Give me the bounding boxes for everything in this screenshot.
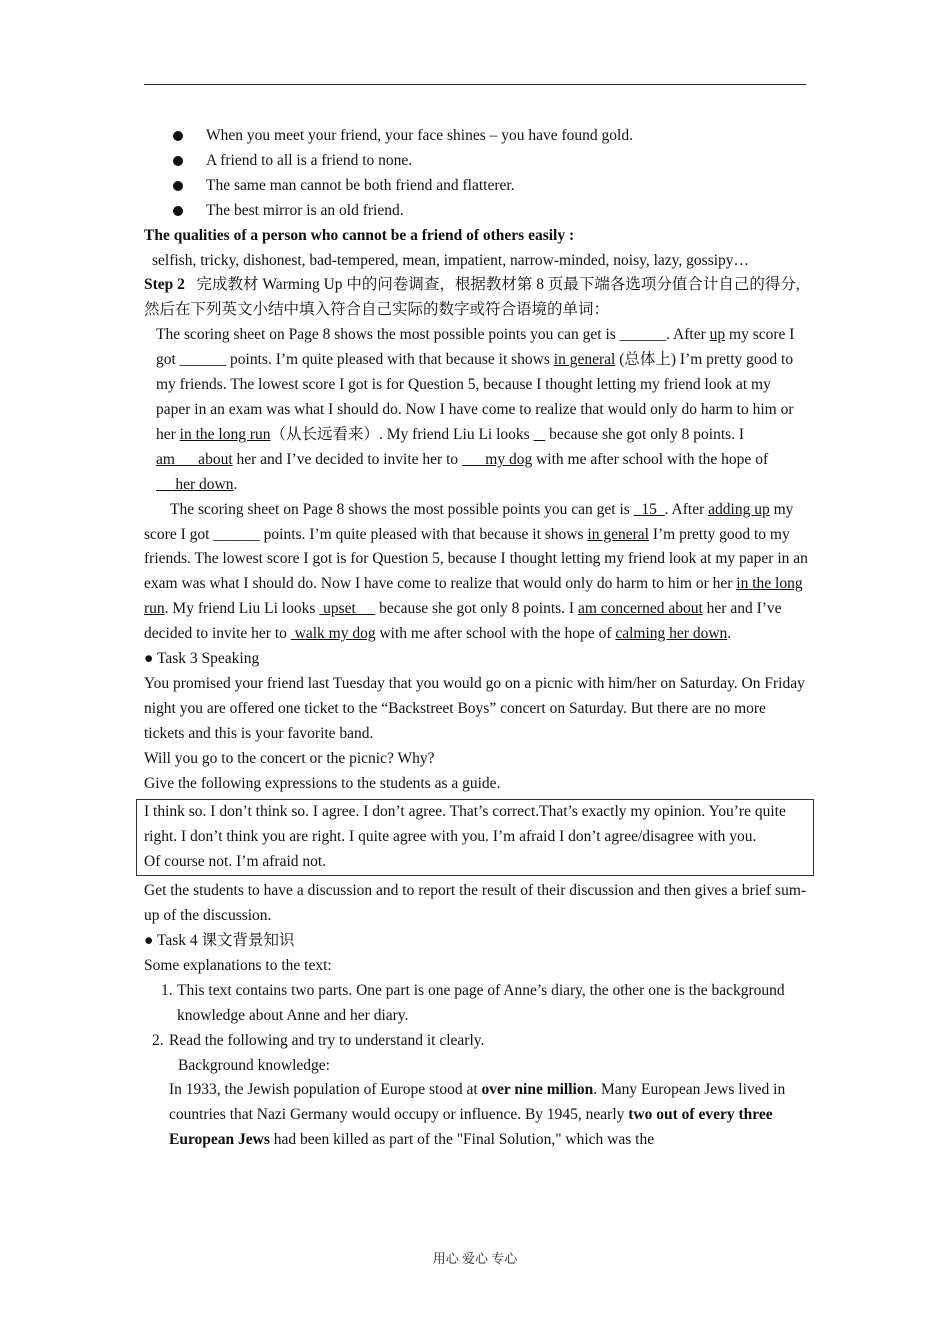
task4-intro: Some explanations to the text: <box>144 956 332 974</box>
step-label: Step 2 <box>144 276 185 294</box>
qualities-list: selfish, tricky, dishonest, bad-tempered, mean, impatient, narrow-minded, noisy, lazy, gossipy… <box>152 251 750 269</box>
list-item: 2. Read the following and try to understand it clearly. <box>152 1031 485 1049</box>
expressions-box <box>136 799 814 876</box>
summary-paragraph-blank: The scoring sheet on Page 8 shows the most possible points you can get is ______. After up my score I got ______ points. I’m quite pleased with that because it shows in general (总体上) I’m pretty good to my friends. The lowest score I got is for Question 5, because I thought letting my friend look at my paper in an exam was what I should do. Now I have come to realize that would only do harm to him or her in the long run（从长远看来）. My friend Liu Li looks because she got only 8 points. I am about her and I’ve decided to invite her to my dog with me after school with the hope of her down. <box>156 326 795 493</box>
summary-paragraph-filled: The scoring sheet on Page 8 shows the most possible points you can get is 15 . After adding up my score I got ______ points. I’m quite pleased with that because it shows in general I’m pretty good to my friends. The lowest score I got is for Question 5, because I thought letting my friend look at my paper in an exam was what I should do. Now I have come to realize that would only do harm to him or her in the long run. My friend Liu Li looks upset because she got only 8 points. I am concerned about her and I’ve decided to invite her to walk my dog with me after school with the hope of calming her down. <box>144 500 808 643</box>
task3-title: ● Task 3 Speaking <box>144 650 260 668</box>
background-paragraph: In 1933, the Jewish population of Europe stood at over nine million. Many European Jews lived in countries that Nazi Germany would occupy or influence. By 1945, nearly two out of every three European Jews had been killed as part of the "Final Solution," which was the <box>169 1081 786 1149</box>
list-item: The same man cannot be both friend and flatterer. <box>144 174 808 199</box>
bullet-icon <box>173 206 183 216</box>
qualities-heading: The qualities of a person who cannot be a friend of others easily : <box>144 226 575 244</box>
task3-question: Will you go to the concert or the picnic? Why? <box>144 749 435 767</box>
background-label: Background knowledge: <box>178 1056 330 1074</box>
list-item: The best mirror is an old friend. <box>144 199 808 224</box>
page-footer: 用心 爱心 专心 <box>432 1251 518 1266</box>
task4-title: ● Task 4 课文背景知识 <box>144 932 295 949</box>
task3-scenario: You promised your friend last Tuesday that you would go on a picnic with him/her on Saturday. On Friday night you are offered one ticket to the “Backstreet Boys” concert on Saturday. But there are no more tickets and this is your favorite band. <box>144 674 805 742</box>
proverb-list <box>144 124 808 224</box>
step2-instruction: Step 2 完成教材 Warming Up 中的问卷调查，根据教材第 8 页最下端各选项分值合计自己的得分,然后在下列英文小结中填入符合自己实际的数字或符合语境的单词： <box>144 276 800 319</box>
bullet-icon <box>173 156 183 166</box>
list-item: 1. This text contains two parts. One part is one page of Anne’s diary, the other one is the background knowledge about Anne and her diary. <box>161 981 785 1024</box>
expressions-text: I think so. I don’t think so. I agree. I don’t agree. That’s correct.That’s exactly my opinion. You’re quite right. I don’t think you are right. I quite agree with you. I’m afraid I don’t agree/disagree with you. <box>144 803 786 846</box>
task3-guide: Give the following expressions to the students as a guide. <box>144 774 501 792</box>
task3-discussion: Get the students to have a discussion and to report the result of their discussion and then gives a brief sum-up of the discussion. <box>144 882 807 925</box>
list-item: A friend to all is a friend to none. <box>144 149 808 174</box>
bullet-icon <box>173 131 183 141</box>
expressions-text-2: Of course not. I’m afraid not. <box>144 853 327 871</box>
page-content <box>144 124 808 1153</box>
header-rule <box>144 84 806 85</box>
bullet-icon <box>173 181 183 191</box>
list-item: When you meet your friend, your face shines – you have found gold. <box>144 124 808 149</box>
